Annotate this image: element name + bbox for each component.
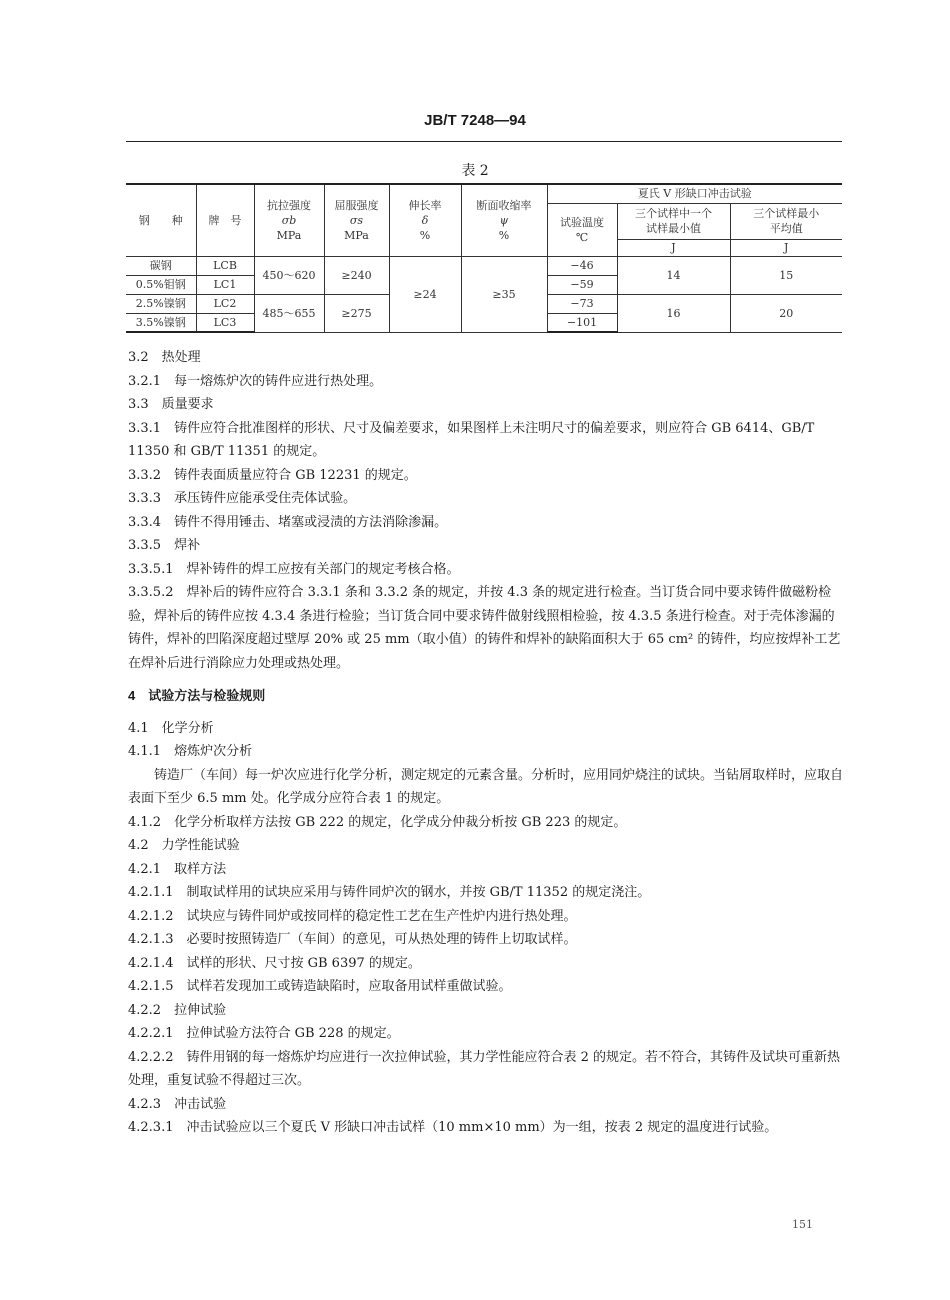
table-caption: 表 2 — [461, 163, 489, 179]
th-reduction: 断面收缩率 ψ % — [461, 184, 547, 256]
th-min-avg: 三个试样最小 平均值 — [730, 203, 842, 239]
clause: 4.2.1.1 制取试样用的试块应采用与铸件同炉次的钢水，并按 GB/T 11352 的规定浇注。 — [128, 885, 651, 900]
section-heading: 3.3 质量要求 — [128, 397, 214, 412]
header-rule — [126, 141, 842, 142]
clause: 3.3.2 铸件表面质量应符合 GB 12231 的规定。 — [128, 467, 417, 483]
table-row: 2.5%镍钢 LC2 485～655 ≥275 −73 16 20 — [126, 294, 842, 313]
clause: 3.3.3 承压铸件应能承受住壳体试验。 — [128, 491, 357, 506]
th-grade: 牌 号 — [196, 184, 254, 256]
clause: 4.2.1.2 试块应与铸件同炉或按同样的稳定性工艺在生产性炉内进行热处理。 — [128, 908, 577, 924]
clause: 4.2.1.5 试样若发现加工或铸造缺陷时，应取备用试样重做试验。 — [128, 979, 512, 994]
table-row: 3.5%镍钢 LC3 −101 — [126, 313, 842, 332]
standard-header: JB/T 7248—94 — [424, 112, 526, 129]
th-tensile: 抗拉强度 σb MPa — [254, 184, 324, 256]
section-heading: 4.2.1 取样方法 — [128, 861, 227, 877]
th-yield: 屈服强度 σs MPa — [324, 184, 389, 256]
th-steel: 钢 种 — [126, 184, 196, 256]
clause: 4.2.1.3 必要时按照铸造厂（车间）的意见，可从热处理的铸件上切取试样。 — [128, 932, 577, 947]
page-number: 151 — [792, 1218, 813, 1231]
section-heading: 3.2 热处理 — [128, 350, 201, 365]
section-heading: 4.1 化学分析 — [128, 720, 214, 736]
paragraph: 铸造厂（车间）每一炉次应进行化学分析，测定规定的元素含量。分析时，应用同炉烧注的试块。当钻屑取样时，应取自表面下至少 6.5 mm 处。化学成分应符合表 1 的规定。 — [128, 767, 844, 806]
table-row: 0.5%钼钢 LC1 −59 — [126, 275, 842, 294]
body-text — [128, 346, 844, 1140]
th-min-avg-unit: J — [730, 239, 842, 256]
clause: 4.2.2.2 铸件用钢的每一熔炼炉均应进行一次拉伸试验，其力学性能应符合表 2 的规定。若不符合，其铸件及试块可重新热处理，重复试验不得超过三次。 — [128, 1049, 841, 1088]
section-heading: 3.3.5 焊补 — [128, 538, 201, 553]
section-heading: 4.2.2 拉伸试验 — [128, 1002, 227, 1018]
clause: 3.3.4 铸件不得用锤击、堵塞或浸渍的方法消除渗漏。 — [128, 514, 448, 530]
chapter-heading: 4 试验方法与检验规则 — [128, 688, 266, 703]
clause: 4.2.1.4 试样的形状、尺寸按 GB 6397 的规定。 — [128, 955, 421, 971]
clause: 3.3.5.1 焊补铸件的焊工应按有关部门的规定考核合格。 — [128, 561, 460, 577]
th-min-single-unit: J — [617, 239, 730, 256]
clause: 3.3.5.2 焊补后的铸件应符合 3.3.1 条和 3.3.2 条的规定，并按 4.3 条的规定进行检查。当订货合同中要求铸件做磁粉检验，焊补后的铸件应按 4.3.4 条进行检验；当订货合同中要求铸件做射线照相检验，按 4.3.5 条进行检查。对于壳体渗漏的铸件，焊补的凹陷深度超过壁厚 20% 或 25 mm（取小值）的铸件和焊补的缺陷面积大于 65 cm² 的铸件，均应按焊补工艺在焊补后进行消除应力处理或热处理。 — [128, 585, 841, 671]
section-heading: 4.2.3 冲击试验 — [128, 1096, 227, 1112]
clause: 3.3.1 铸件应符合批准图样的形状、尺寸及偏差要求，如果图样上未注明尺寸的偏差要求，则应符合 GB 6414、GB/T 11350 和 GB/T 11351 的规定。 — [128, 420, 815, 459]
section-heading: 4.2 力学性能试验 — [128, 838, 240, 853]
clause: 4.2.2.1 拉伸试验方法符合 GB 228 的规定。 — [128, 1026, 400, 1041]
clause: 4.1.2 化学分析取样方法按 GB 222 的规定，化学成分仲裁分析按 GB 223 的规定。 — [128, 814, 627, 830]
mechanical-properties-table — [126, 183, 842, 333]
th-temp: 试验温度 ℃ — [547, 203, 617, 256]
th-min-single: 三个试样中一个 试样最小值 — [617, 203, 730, 239]
th-charpy: 夏氏 V 形缺口冲击试验 — [547, 184, 842, 203]
clause: 4.2.3.1 冲击试验应以三个夏氏 V 形缺口冲击试样（10 mm×10 mm）为一组，按表 2 规定的温度进行试验。 — [128, 1120, 778, 1135]
table-row: 碳钢 LCB 450～620 ≥240 ≥24 ≥35 −46 14 15 — [126, 256, 842, 275]
clause: 3.2.1 每一熔炼炉次的铸件应进行热处理。 — [128, 373, 383, 389]
th-elongation: 伸长率 δ % — [389, 184, 461, 256]
section-heading: 4.1.1 熔炼炉次分析 — [128, 744, 253, 759]
